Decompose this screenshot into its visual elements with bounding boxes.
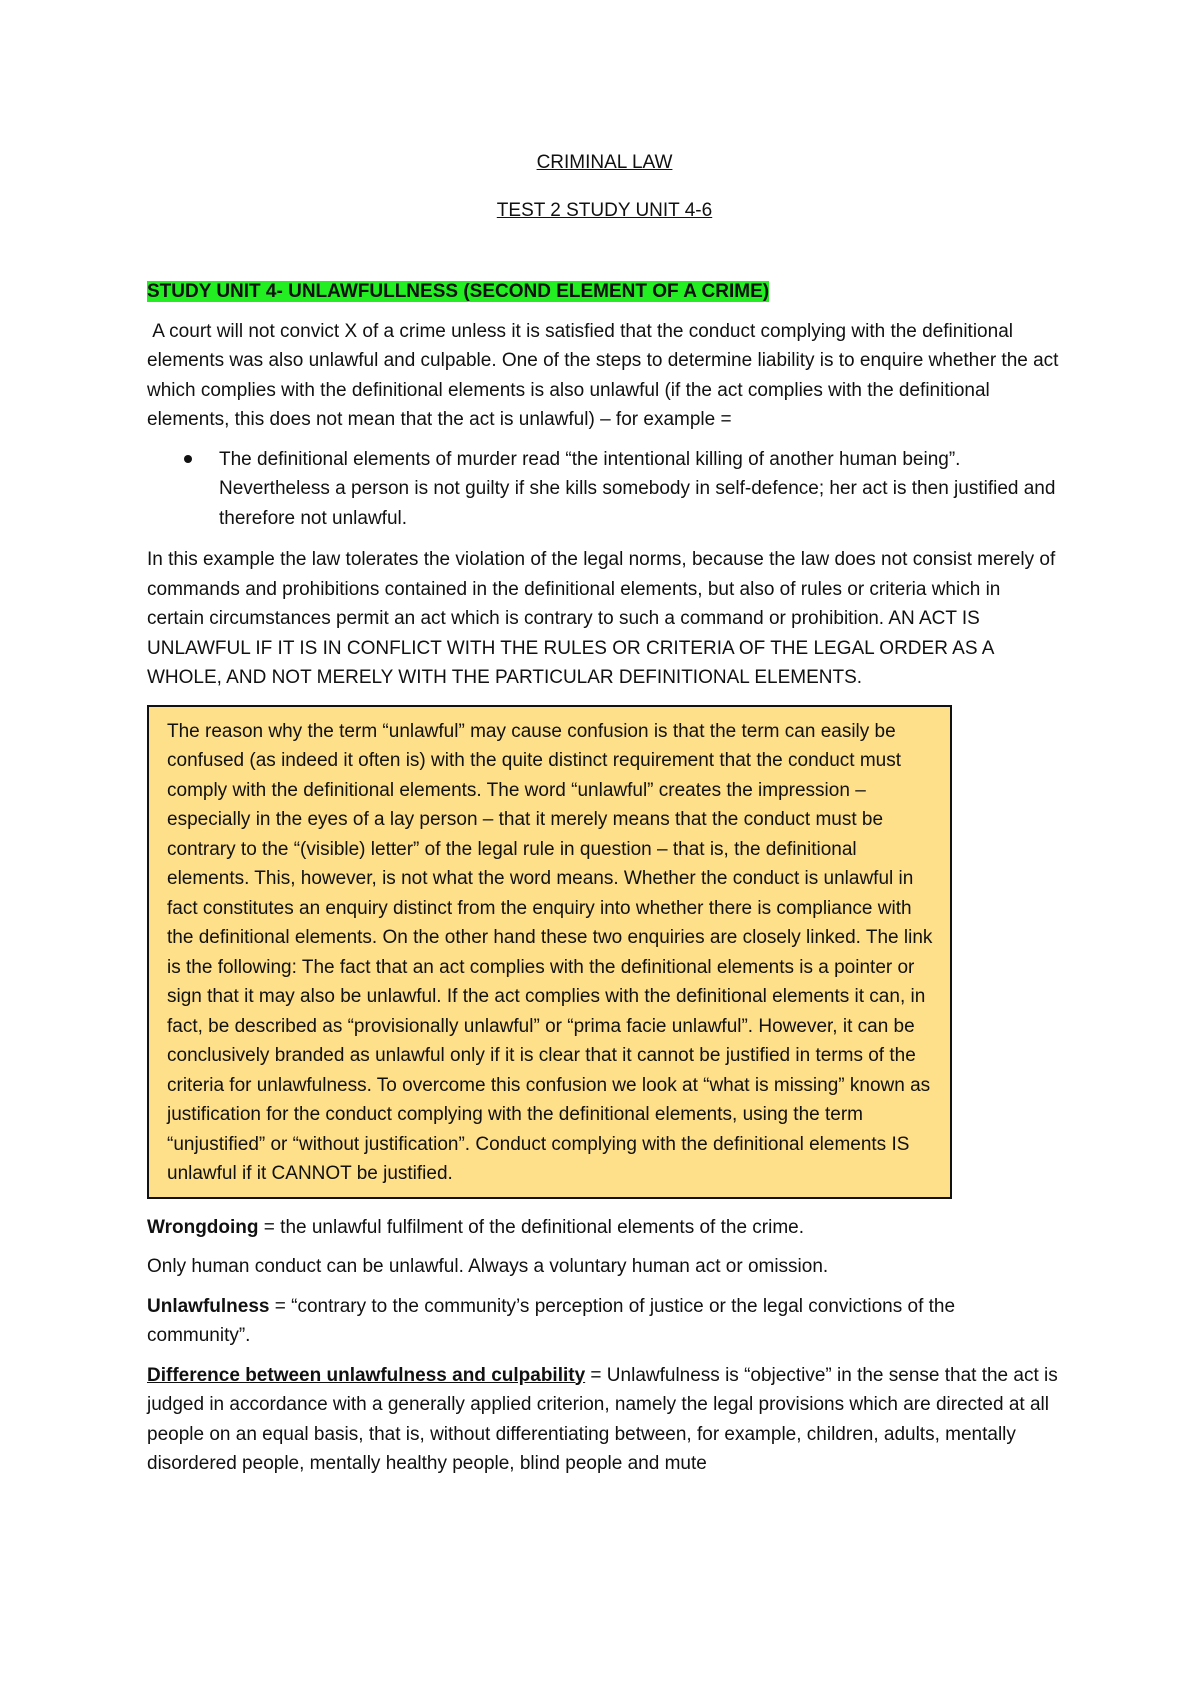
document-subtitle: TEST 2 STUDY UNIT 4-6 — [496, 199, 713, 221]
wrongdoing-text: = the unlawful fulfilment of the definitional elements of the crime. — [258, 1216, 805, 1238]
document-title: CRIMINAL LAW — [536, 152, 673, 173]
wrongdoing-definition — [147, 1213, 1062, 1243]
list-item — [147, 445, 1062, 534]
explanation-box — [147, 705, 952, 1199]
difference-term: Difference between unlawfulness and culpability — [147, 1364, 586, 1386]
wrongdoing-term: Wrongdoing — [147, 1216, 259, 1238]
bullet-icon — [184, 455, 192, 463]
unlawfulness-term: Unlawfulness — [147, 1295, 270, 1317]
explanation-box-text: The reason why the term “unlawful” may cause confusion is that the term can easily be confused (as indeed it often is) with the quite distinct requirement that the conduct must comply with the definitional elements. The word “unlawful” creates the impression – especially in the eyes of a lay person – that it merely means that the conduct must be contrary to the “(visible) letter” of the legal rule in question – that is, the definitional elements. This, however, is not what the word means. Whether the conduct is unlawful in fact constitutes an enquiry distinct from the enquiry into whether there is compliance with the definitional elements. On the other hand these two enquiries are closely linked. The link is the following: The fact that an act complies with the definitional elements is a pointer or sign that it may also be unlawful. If the act complies with the definitional elements it can, in fact, be described as “provisionally unlawful” or “prima facie unlawful”. However, it can be conclusively branded as unlawful only if it is clear that it cannot be justified in terms of the criteria for unlawfulness. To overcome this confusion we look at “what is missing” known as justification for the conduct complying with the definitional elements, using the term “unjustified” or “without justification”. Conduct complying with the definitional elements IS unlawful if it CANNOT be justified. — [167, 720, 933, 1184]
difference-definition — [147, 1361, 1062, 1479]
unlawfulness-definition — [147, 1292, 1062, 1351]
human-conduct-line: Only human conduct can be unlawful. Always a voluntary human act or omission. — [147, 1256, 829, 1277]
unlawfulness-text: = “contrary to the community’s perception of justice or the legal convictions of the community”. — [147, 1295, 961, 1346]
section-heading-highlight: STUDY UNIT 4- UNLAWFULLNESS (SECOND ELEMENT OF A CRIME) — [147, 281, 770, 302]
intro-paragraph: A court will not convict X of a crime unless it is satisfied that the conduct complying with the definitional elements was also unlawful and culpable. One of the steps to determine liability is to enquire whether the act which complies with the definitional elements is also unlawful (if the act complies with the definitional elements, this does not mean that the act is unlawful) – for example = — [147, 320, 1064, 430]
bullet-text: The definitional elements of murder read “the intentional killing of another human being”. Nevertheless a person is not guilty if she kills somebody in self-defence; her act is then justified and therefore not unlawful. — [219, 448, 1056, 529]
document-page — [147, 148, 1062, 1489]
section-heading — [147, 277, 1062, 307]
example-paragraph: In this example the law tolerates the violation of the legal norms, because the law does not consist merely of commands and prohibitions contained in the definitional elements, but also of rules or criteria which in certain circumstances permit an act which is contrary to such a command or prohibition. AN ACT IS UNLAWFUL IF IT IS IN CONFLICT WITH THE RULES OR CRITERIA OF THE LEGAL ORDER AS A WHOLE, AND NOT MERELY WITH THE PARTICULAR DEFINITIONAL ELEMENTS. — [147, 549, 1056, 688]
bullet-list — [147, 445, 1062, 534]
difference-text: = Unlawfulness is “objective” in the sense that the act is judged in accordance with a generally applied criterion, namely the legal provisions which are directed at all people on an equal basis, that is, without differentiating between, for example, children, adults, mentally disordered people, mentally healthy people, blind people and mute — [147, 1364, 1064, 1474]
